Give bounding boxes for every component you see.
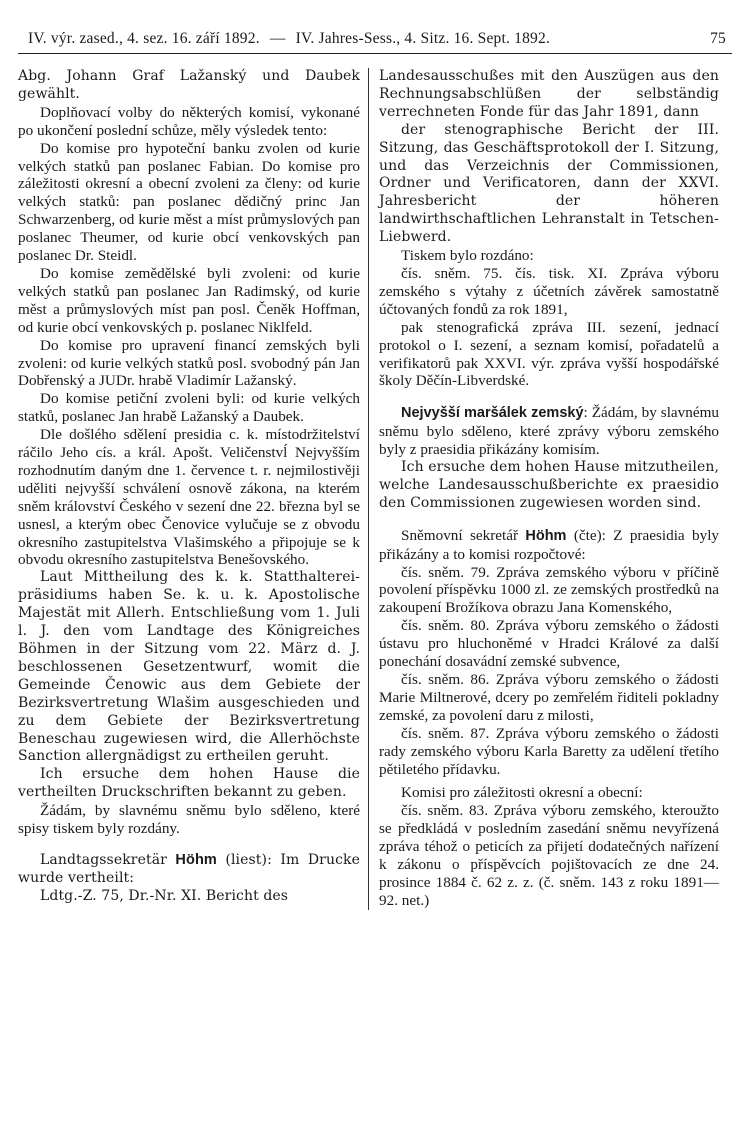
paragraph: Komisi pro záležitosti okresní a obecní: [401,784,643,802]
paragraph [379,527,719,564]
speaker-name: Höhm [175,851,217,868]
paragraph: Abg. Johann Graf Lažanský und Daubek gewählt. [18,68,360,102]
paragraph: čís. sněm. 80. Zpráva výboru zemského o žádosti ústavu pro hluchoněmé v Hradci Králové za další ponechání dosavádní zemské subvence, [379,617,719,671]
paragraph: Landesausschußes mit den Auszügen aus den Rechnungsabschlüßen der selbständig verrechneten Fonde für das Jahr 1891, dann [379,68,719,120]
paragraph: Doplňovací volby do některých komisí, vykonané po ukončení poslední schůze, měly výsledek tento: [18,103,360,139]
paragraph: čís. sněm. 83. Zpráva výboru zemského, kteroužto se předkládá v posledním zasedání sněmu nevyřízená zpráva téhož o peticích za přijetí dodatečných nařízení k zákonu o příspěvcích pojištovacích ze dne 24. prosince 1884 č. 62 z. z. (č. sněm. 143 z roku 1891—92. net.) [379,802,719,909]
paragraph: Ich ersuche dem hohen Hause die vertheilten Druckschriften bekannt zu geben. [18,766,360,801]
paragraph: Dle došlého sdělení presidia c. k. místodržitelství ráčilo Jeho cís. a král. Apošt. Veličenstvĺ Nejvyšším rozhodnutím daným dne 1. července t. r. nejmilostivěji uděliti nejvyšší schválení osnově zákona, na kterém sněm království Českého v sezení dne 22. března byl se usnesl, a kterým obec Čenovice vylučuje se z obvodu okresního zastupitelstva Vlašimského a připojuje se k obvodu okresního zastupitelstva Benešovského. [18,426,360,569]
header-dash: — [269,30,286,47]
running-header [18,30,732,54]
header-czech: IV. výr. zased., 4. sez. 16. září 1892. [28,30,260,47]
paragraph: pak stenografická zpráva III. sezení, jednací protokol o I. sezení, a seznam komisí, pořadatelů a verifikatorů pak XXVI. výr. zpráva vyšší hospodářské školy Děčín-Libverdské. [379,318,719,390]
paragraph: Tiskem bylo rozdáno: [401,247,534,265]
right-column [369,68,719,910]
paragraph: čís. sněm. 87. Zpráva výboru zemského o žádosti rady zemského výboru Karla Baretty za udělení třetího pětiletého přídavku. [379,724,719,778]
paragraph: čís. sněm. 75. čís. tisk. XI. Zpráva výboru zemského s výtahy z účetních závěrek samostatně účtovaných fondů za rok 1891, [379,264,719,318]
two-column-body [18,68,732,910]
paragraph: Laut Mittheilung des k. k. Statthalterei-präsidiums haben Se. k. u. k. Apostolische Majestät mit Allerh. Entschließung vom 1. Juli l. J. den vom Landtage des Königreiches Böhmen in der Sitzung vom 22. März d. J. beschlossenen Gesetzentwurf, womit die Gemeinde Čenowic aus dem Gebiete der Bezirksvertretung Wlašim ausgeschieden und zu dem Gebiete der Bezirksvertretung Beneschau zugewiesen wird, die Allerhöchste Sanction allergnädigst zu ertheilen geruht. [18,569,360,765]
header-german: IV. Jahres-Sess., 4. Sitz. 16. Sept. 1892. [295,30,551,47]
speaker-name: Nejvyšší maršálek zemský [401,405,584,422]
paragraph: Žádám, by slavnému sněmu bylo sděleno, které spisy tiskem byly rozdány. [18,802,360,838]
left-column [18,68,368,910]
page-number: 75 [710,30,726,47]
paragraph: Do komise petiční zvoleni byli: od kurie velkých statků, poslanec Jan hrabě Lažanský a Daubek. [18,390,360,426]
speaker-role: Sněmovní sekretář [401,526,519,544]
speaker-name: Höhm [525,527,567,544]
paragraph: čís. sněm. 79. Zpráva zemského výboru v příčině povolení příspěvku 1000 zl. ze zemských prostředků na zakoupení Brožíkova obrazu Jana Komenského, [379,563,719,617]
paragraph: Do komise zemědělské byli zvoleni: od kurie velkých statků pan poslanec Jan Radimský, od kurie měst a průmyslových míst pan posl. Čeněk Hoffman, od kurie obcí venkovských p. poslanec Niklfeld. [18,264,360,336]
paragraph: Ich ersuche dem hohen Hause mitzutheilen, welche Landesausschußberichte ex praesidio den Commissionen zugewiesen worden sind. [379,459,719,511]
paragraph: Do komise pro upravení financí zemských byli zvoleni: od kurie velkých statků posl. svobodný pán Jan Dobřenský a JUDr. hrabě Vladimír Lažanský. [18,336,360,390]
header-left [28,30,550,48]
paragraph [379,404,719,459]
paragraph [18,852,360,888]
paragraph: čís. sněm. 86. Zpráva výboru zemského o žádosti Marie Miltnerové, dcery po zemřelém řiditeli pokladny zemské, za povolení daru z milosti, [379,671,719,724]
speaker-text: (liest): Im Drucke wurde vertheilt: [18,851,360,886]
paragraph: der stenographische Bericht der III. Sitzung, das Geschäftsprotokoll der I. Sitzung, und das Verzeichnis der Commissionen, Ordner und Verificatoren, dann der XXVI. Jahresbericht der höheren landwirthschaftlichen Lehranstalt in Tetschen-Liebwerd. [379,121,719,246]
paragraph: Do komise pro hypoteční banku zvolen od kurie velkých statků pan poslanec Fabian. Do komise pro záležitosti okresní a obecní zvoleni za členy: od kurie velkých statků: pan poslanec dědičný princ Jan Schwarzenberg, od kurie měst a míst průmyslových pan poslanec Theumer, od kurie obcí venkovských pan poslanec Dr. Steidl. [18,139,360,265]
paragraph: Ldtg.-Z. 75, Dr.-Nr. XI. Bericht des [40,887,289,904]
speaker-text: : Žádám, by slavnému sněmu bylo sděleno, které zprávy výboru zemského byly z praesidia přikázány komisím. [379,404,719,459]
speaker-text: (čte): Z praesidia byly přikázány a to komisi rozpočtové: [379,526,720,563]
speaker-role: Landtagssekretär [40,851,167,868]
